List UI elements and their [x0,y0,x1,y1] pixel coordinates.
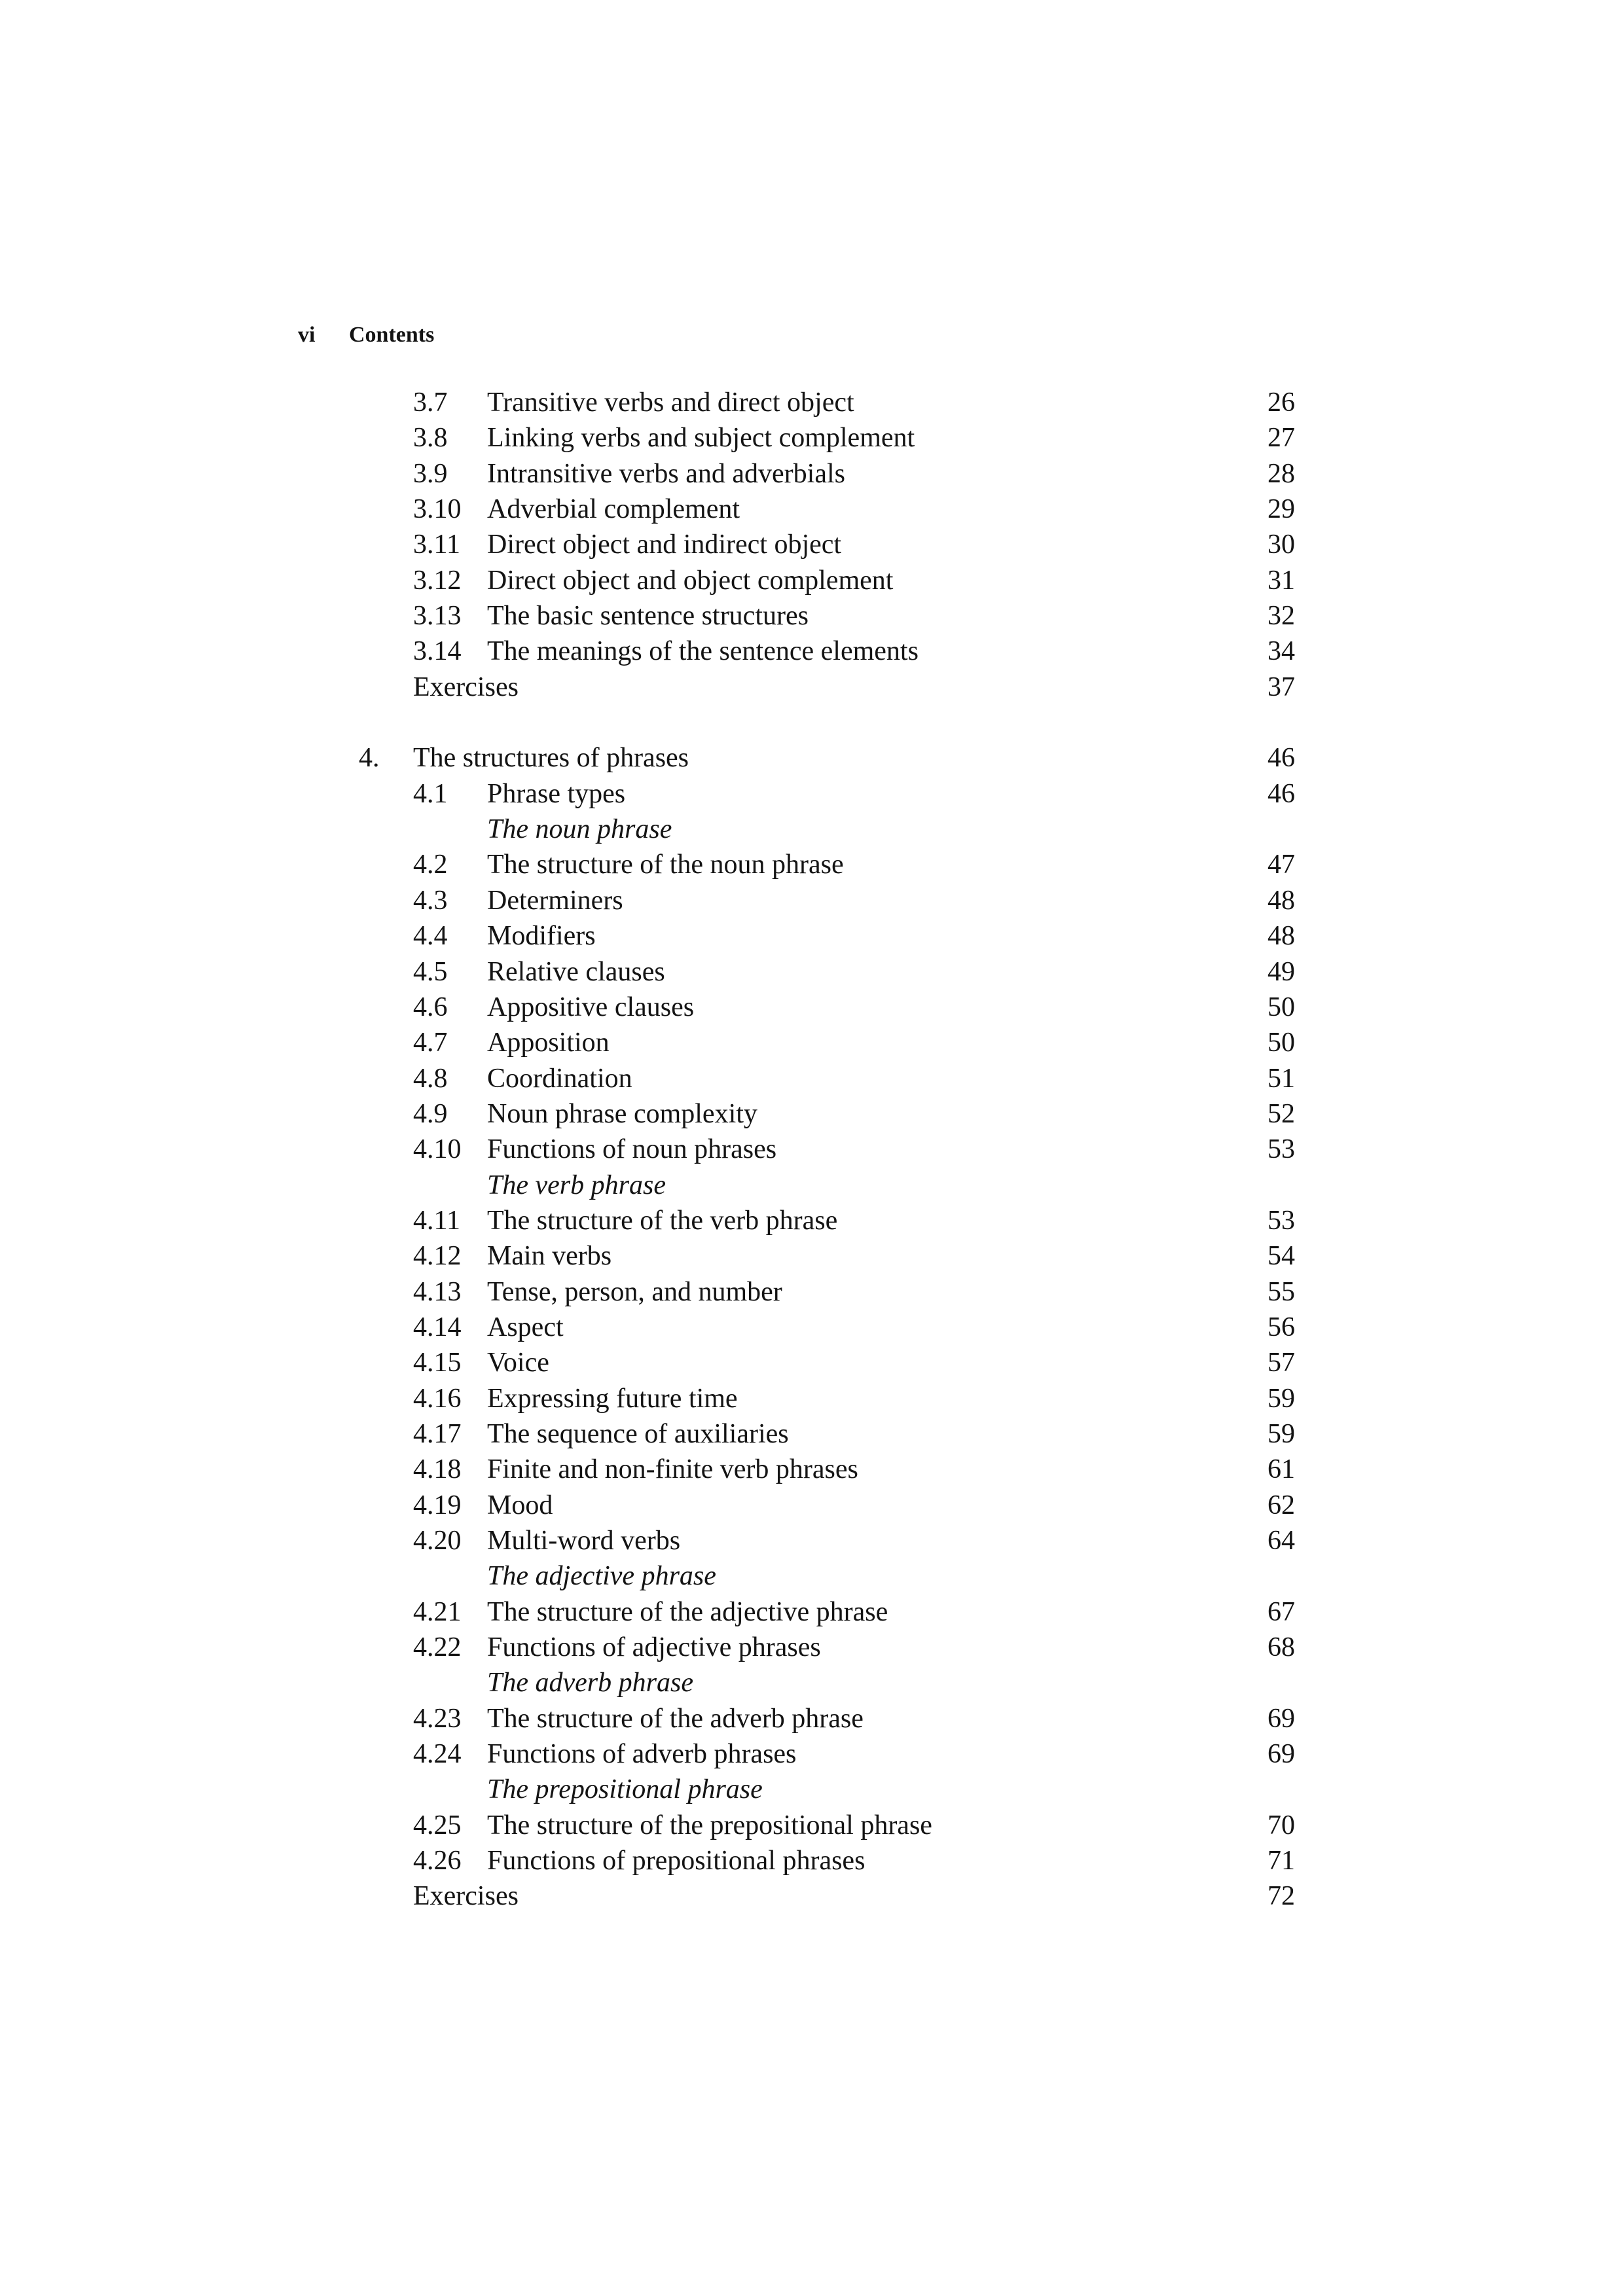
entry-number: 4.18 [413,1454,462,1485]
entry-number: 3.7 [413,387,448,418]
toc-entry [359,918,1295,954]
entry-title: Intransitive verbs and adverbials [487,458,845,489]
entry-page: 64 [1267,1526,1295,1556]
entry-page: 47 [1267,850,1295,880]
entry-number: 4.19 [413,1490,462,1520]
entry-title: Phrase types [487,778,626,809]
toc-entry [359,954,1295,990]
entry-title: Transitive verbs and direct object [487,387,854,418]
running-head [298,319,434,351]
entry-number: 4.8 [413,1063,448,1094]
toc-entry [359,1452,1295,1487]
entry-page: 69 [1267,1703,1295,1734]
entry-title: Aspect [487,1312,564,1342]
entry-title: Relative clauses [487,956,665,987]
entry-page: 69 [1267,1739,1295,1770]
entry-page: 50 [1267,992,1295,1022]
toc-entry [359,1701,1295,1736]
entry-page: 53 [1267,1205,1295,1236]
entry-page: 72 [1267,1881,1295,1912]
entry-number: 4.6 [413,992,448,1022]
entry-page: 46 [1267,743,1295,774]
toc-subheading [359,1558,1295,1594]
entry-number: 4.20 [413,1526,462,1556]
entry-number: 4.5 [413,956,448,987]
subheading-title: The noun phrase [487,814,672,845]
toc-entry [359,527,1295,562]
entry-title: Functions of noun phrases [487,1134,777,1165]
entry-number: 3.13 [413,601,462,632]
entry-title: Modifiers [487,921,596,952]
toc-entry [359,1843,1295,1878]
entry-page: 32 [1267,601,1295,632]
entry-title: Adverbial complement [487,494,740,525]
entry-page: 54 [1267,1241,1295,1272]
toc-entry [359,563,1295,598]
toc-entry [359,1381,1295,1416]
entry-title: Exercises [413,1881,519,1912]
entry-title: The meanings of the sentence elements [487,636,919,667]
entry-number: 3.8 [413,423,448,454]
table-of-contents [359,385,1295,1914]
subheading-title: The verb phrase [487,1170,666,1200]
entry-page: 48 [1267,885,1295,916]
toc-entry [359,1345,1295,1380]
toc-entry [359,990,1295,1025]
entry-title: Functions of prepositional phrases [487,1846,866,1876]
entry-title: Voice [487,1348,549,1378]
page-folio: vi [298,323,316,347]
entry-number: 4.14 [413,1312,462,1342]
section-gap [359,705,1295,740]
toc-subheading [359,1168,1295,1203]
entry-number: 4.24 [413,1739,462,1770]
entry-title: Tense, person, and number [487,1276,782,1307]
entry-number: 4.4 [413,921,448,952]
entry-number: 4.13 [413,1276,462,1307]
entry-page: 52 [1267,1098,1295,1129]
toc-entry [359,1630,1295,1665]
entry-number: 4.23 [413,1703,462,1734]
toc-entry [359,1061,1295,1096]
toc-subheading [359,1665,1295,1700]
toc-entry [359,1808,1295,1843]
entry-title: Linking verbs and subject complement [487,423,915,454]
entry-title: Functions of adjective phrases [487,1632,821,1663]
entry-number: 4.17 [413,1418,462,1449]
toc-entry [359,598,1295,634]
entry-page: 67 [1267,1596,1295,1627]
entry-page: 71 [1267,1846,1295,1876]
entry-number: 4.26 [413,1846,462,1876]
toc-entry [359,385,1295,420]
entry-number: 4.12 [413,1241,462,1272]
toc-entry [359,1238,1295,1274]
entry-title: Finite and non-finite verb phrases [487,1454,858,1485]
entry-number: 3.14 [413,636,462,667]
entry-title: The sequence of auxiliaries [487,1418,789,1449]
subheading-title: The adverb phrase [487,1668,693,1698]
entry-page: 62 [1267,1490,1295,1520]
toc-chapter-4 [359,740,1295,776]
entry-number: 3.11 [413,529,460,560]
entry-page: 31 [1267,565,1295,596]
entry-page: 57 [1267,1348,1295,1378]
entry-page: 26 [1267,387,1295,418]
entry-number: 4.10 [413,1134,462,1165]
entry-title: The structure of the noun phrase [487,850,844,880]
entry-number: 3.9 [413,458,448,489]
entry-number: 4.1 [413,778,448,809]
entry-title: The basic sentence structures [487,601,809,632]
toc-entry [359,456,1295,492]
entry-page: 55 [1267,1276,1295,1307]
entry-page: 59 [1267,1383,1295,1414]
entry-page: 70 [1267,1810,1295,1840]
entry-title: Multi-word verbs [487,1526,681,1556]
entry-title: The structure of the prepositional phrase [487,1810,932,1840]
toc-entry [359,1488,1295,1523]
entry-number: 4.22 [413,1632,462,1663]
toc-entry [359,1736,1295,1772]
toc-entry [359,420,1295,456]
entry-title: Appositive clauses [487,992,695,1022]
entry-title: Functions of adverb phrases [487,1739,797,1770]
entry-page: 34 [1267,636,1295,667]
entry-number: 4.2 [413,850,448,880]
entry-title: Noun phrase complexity [487,1098,757,1129]
entry-page: 53 [1267,1134,1295,1165]
toc-exercises [359,670,1295,705]
toc-exercises [359,1878,1295,1914]
entry-number: 4.25 [413,1810,462,1840]
entry-page: 51 [1267,1063,1295,1094]
toc-subheading [359,812,1295,847]
entry-title: Apposition [487,1028,610,1058]
entry-title: Mood [487,1490,553,1520]
entry-title: Coordination [487,1063,632,1094]
running-head-title: Contents [349,323,435,347]
entry-title: Direct object and indirect object [487,529,842,560]
entry-page: 48 [1267,921,1295,952]
chapter-number: 4. [359,743,380,774]
entry-number: 4.7 [413,1028,448,1058]
entry-title: Main verbs [487,1241,612,1272]
entry-title: Determiners [487,885,623,916]
entry-title: The structure of the adverb phrase [487,1703,864,1734]
toc-entry [359,1025,1295,1060]
toc-entry [359,1096,1295,1132]
toc-entry [359,492,1295,527]
entry-page: 37 [1267,672,1295,702]
entry-number: 4.9 [413,1098,448,1129]
toc-entry [359,1203,1295,1238]
entry-page: 59 [1267,1418,1295,1449]
entry-page: 29 [1267,494,1295,525]
entry-title: Exercises [413,672,519,702]
entry-page: 28 [1267,458,1295,489]
toc-entry [359,1523,1295,1558]
toc-entry [359,1416,1295,1452]
toc-subheading [359,1772,1295,1807]
subheading-title: The adjective phrase [487,1561,716,1592]
toc-entry [359,1274,1295,1310]
entry-page: 61 [1267,1454,1295,1485]
toc-entry [359,1310,1295,1345]
entry-title: Expressing future time [487,1383,738,1414]
entry-page: 30 [1267,529,1295,560]
toc-entry [359,847,1295,882]
entry-page: 27 [1267,423,1295,454]
toc-entry [359,1594,1295,1630]
entry-number: 4.15 [413,1348,462,1378]
entry-page: 46 [1267,778,1295,809]
entry-number: 4.11 [413,1205,460,1236]
toc-entry [359,883,1295,918]
entry-page: 49 [1267,956,1295,987]
entry-number: 4.16 [413,1383,462,1414]
chapter-title: The structures of phrases [413,743,689,774]
entry-page: 68 [1267,1632,1295,1663]
entry-page: 50 [1267,1028,1295,1058]
entry-number: 4.21 [413,1596,462,1627]
toc-entry [359,634,1295,669]
entry-title: The structure of the verb phrase [487,1205,838,1236]
entry-title: The structure of the adjective phrase [487,1596,888,1627]
subheading-title: The prepositional phrase [487,1774,763,1805]
entry-title: Direct object and object complement [487,565,894,596]
entry-number: 3.12 [413,565,462,596]
toc-entry [359,1132,1295,1167]
entry-number: 3.10 [413,494,462,525]
entry-number: 4.3 [413,885,448,916]
entry-page: 56 [1267,1312,1295,1342]
toc-entry [359,776,1295,812]
